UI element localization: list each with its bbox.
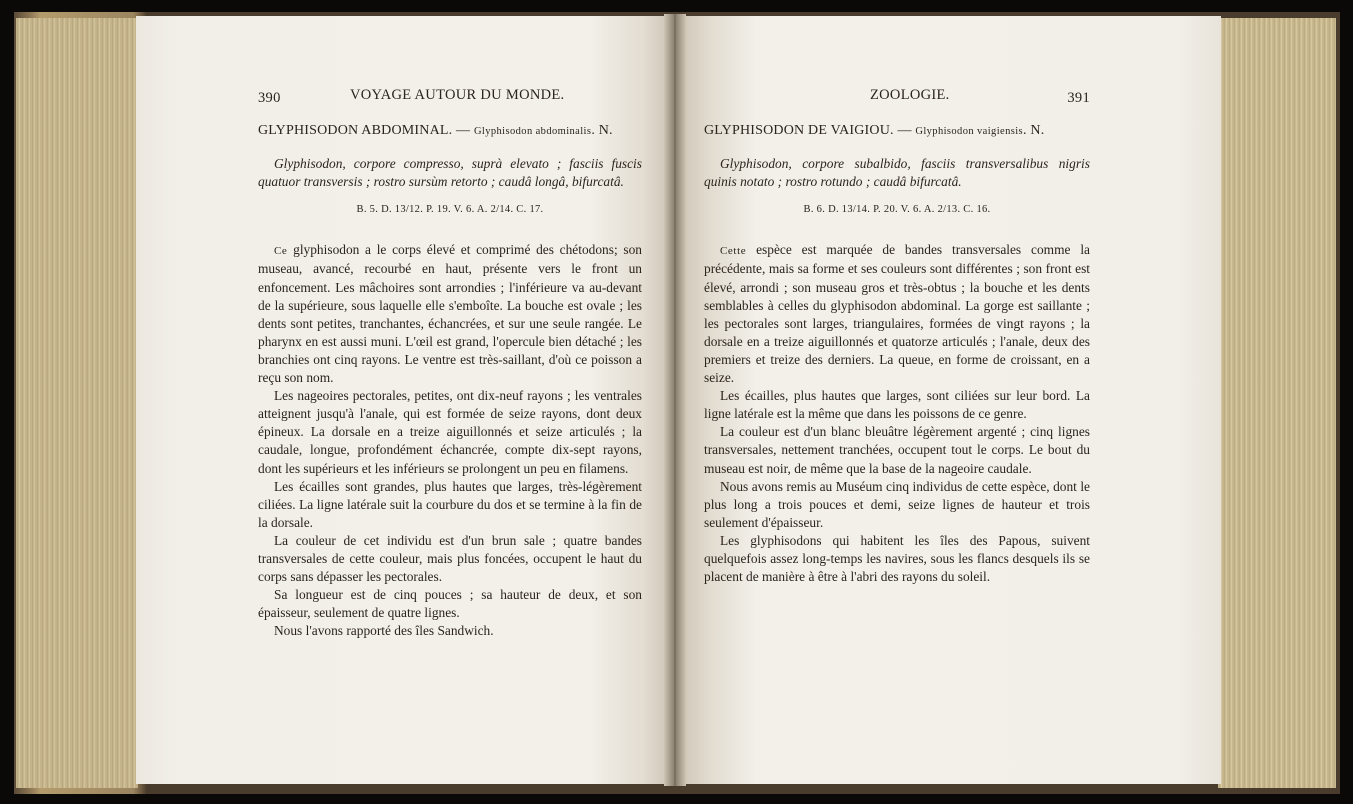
paragraph-lead: Ce [274,245,288,258]
fin-formula-right: B. 6. D. 13/14. P. 20. V. 6. A. 2/13. C. 16. [803,204,991,216]
right-page-text [704,86,1090,586]
running-title-left: VOYAGE AUTOUR DU MONDE. [350,87,565,103]
species-suffix-left: . N. [591,123,613,138]
left-page-text [258,86,642,640]
paragraph: Nous avons remis au Muséum cinq individus de cette espèce, dont le plus long a trois pouces et demi, seize lignes de hauteur et trois seulement d'épaisseur. [704,478,1090,530]
latin-description-right: Glyphisodon, corpore subalbido, fasciis transversalibus nigris quinis notato ; rostro rotundo ; caudâ bifurcatâ. [704,156,1090,190]
species-heading-left [258,122,642,141]
paragraph: Les écailles, plus hautes que larges, sont ciliées sur leur bord. La ligne latérale est la même que dans les poissons de ce genre. [704,388,1090,422]
species-name-right: GLYPHISODON DE VAIGIOU. — [704,123,916,138]
paragraph-text: espèce est marquée de bandes transversales comme la précédente, mais sa forme et ses couleurs sont différentes ; son front est élevé, arrondi ; son museau gros et très-obtus ; la bouche et les dents semblables à celles du glyphisodon abdominal. La gorge est saillante ; les pectorales sont larges, triangulaires, formées de vingt rayons ; la dorsale en a treize aiguillonnés et quatorze articulés ; l'anale, deux des premiers et treize des derniers. La queue, en forme de croissant, en a seize. [704,242,1090,386]
left-running-head [258,86,642,108]
book-gutter [664,14,686,786]
paragraph-text: glyphisodon a le corps élevé et comprimé des chétodons; son museau, avancé, recourbé en haut, présente vers le front un enfoncement. Les mâchoires sont arrondies ; l'inférieure va au-devant de la supérieure, sous laquelle elle s'emboîte. La bouche est ovale ; les dents sont petites, tranchantes, échancrées, et sur une seule rangée. Le pharynx en est aussi muni. L'œil est grand, l'opercule bien détaché ; les branchies ont cinq rayons. Le ventre est très-saillant, d'où ce poisson a reçu son nom. [258,242,642,386]
species-name-left: GLYPHISODON ABDOMINAL. — [258,123,474,138]
species-latin-right: Glyphisodon vaigiensis [915,126,1024,137]
species-latin-left: Glyphisodon abdominalis [473,126,592,137]
species-suffix-right: . N. [1023,123,1045,138]
paragraph: Les écailles sont grandes, plus hautes que larges, très-légèrement ciliées. La ligne latérale suit la courbure du dos et se termine à la fin de la dorsale. [258,478,642,530]
paragraph: Sa longueur est de cinq pouces ; sa hauteur de deux, et son épaisseur, seulement de quatre lignes. [258,587,642,621]
paragraph [704,241,1090,387]
running-title-right: ZOOLOGIE. [870,87,950,103]
paragraph: Nous l'avons rapporté des îles Sandwich. [274,623,494,639]
latin-description-left: Glyphisodon, corpore compresso, suprà elevato ; fasciis fuscis quatuor transversis ; rostro sursùm retorto ; caudâ longâ, bifurcatâ. [258,156,642,190]
right-running-head [704,86,1090,108]
page-number-right: 391 [1067,90,1090,106]
paragraph [258,241,642,387]
paragraph: Les nageoires pectorales, petites, ont dix-neuf rayons ; les ventrales atteignent jusqu'à l'anale, qui est formée de seize rayons, dont deux épineux. La dorsale en a treize aiguillonnés et seize articulés ; la caudale, longue, profondément échancrée, compte dix-sept rayons, dont les supérieurs et les inférieurs se prolongent un peu en filamens. [258,388,642,476]
paragraph: La couleur est d'un blanc bleuâtre légèrement argenté ; cinq lignes transversales, nettement tranchées, occupent tout le corps. Le bout du museau est noir, de même que la base de la nageoire caudale. [704,424,1090,476]
page-edges-left [16,18,138,788]
paragraph: Les glyphisodons qui habitent les îles des Papous, suivent quelquefois assez long-temps les navires, sous les flancs desquels ils se placent de manière à être à l'abri des rayons du soleil. [704,532,1090,585]
page-number-left: 390 [258,90,281,106]
paragraph: La couleur de cet individu est d'un brun sale ; quatre bandes transversales de cette couleur, mais plus foncées, occupent le haut du corps sans dépasser les pectorales. [258,532,642,585]
species-heading-right [704,122,1090,141]
page-edges-right [1218,18,1336,788]
fin-formula-left: B. 5. D. 13/12. P. 19. V. 6. A. 2/14. C. 17. [356,204,544,216]
paragraph-lead: Cette [720,245,747,258]
